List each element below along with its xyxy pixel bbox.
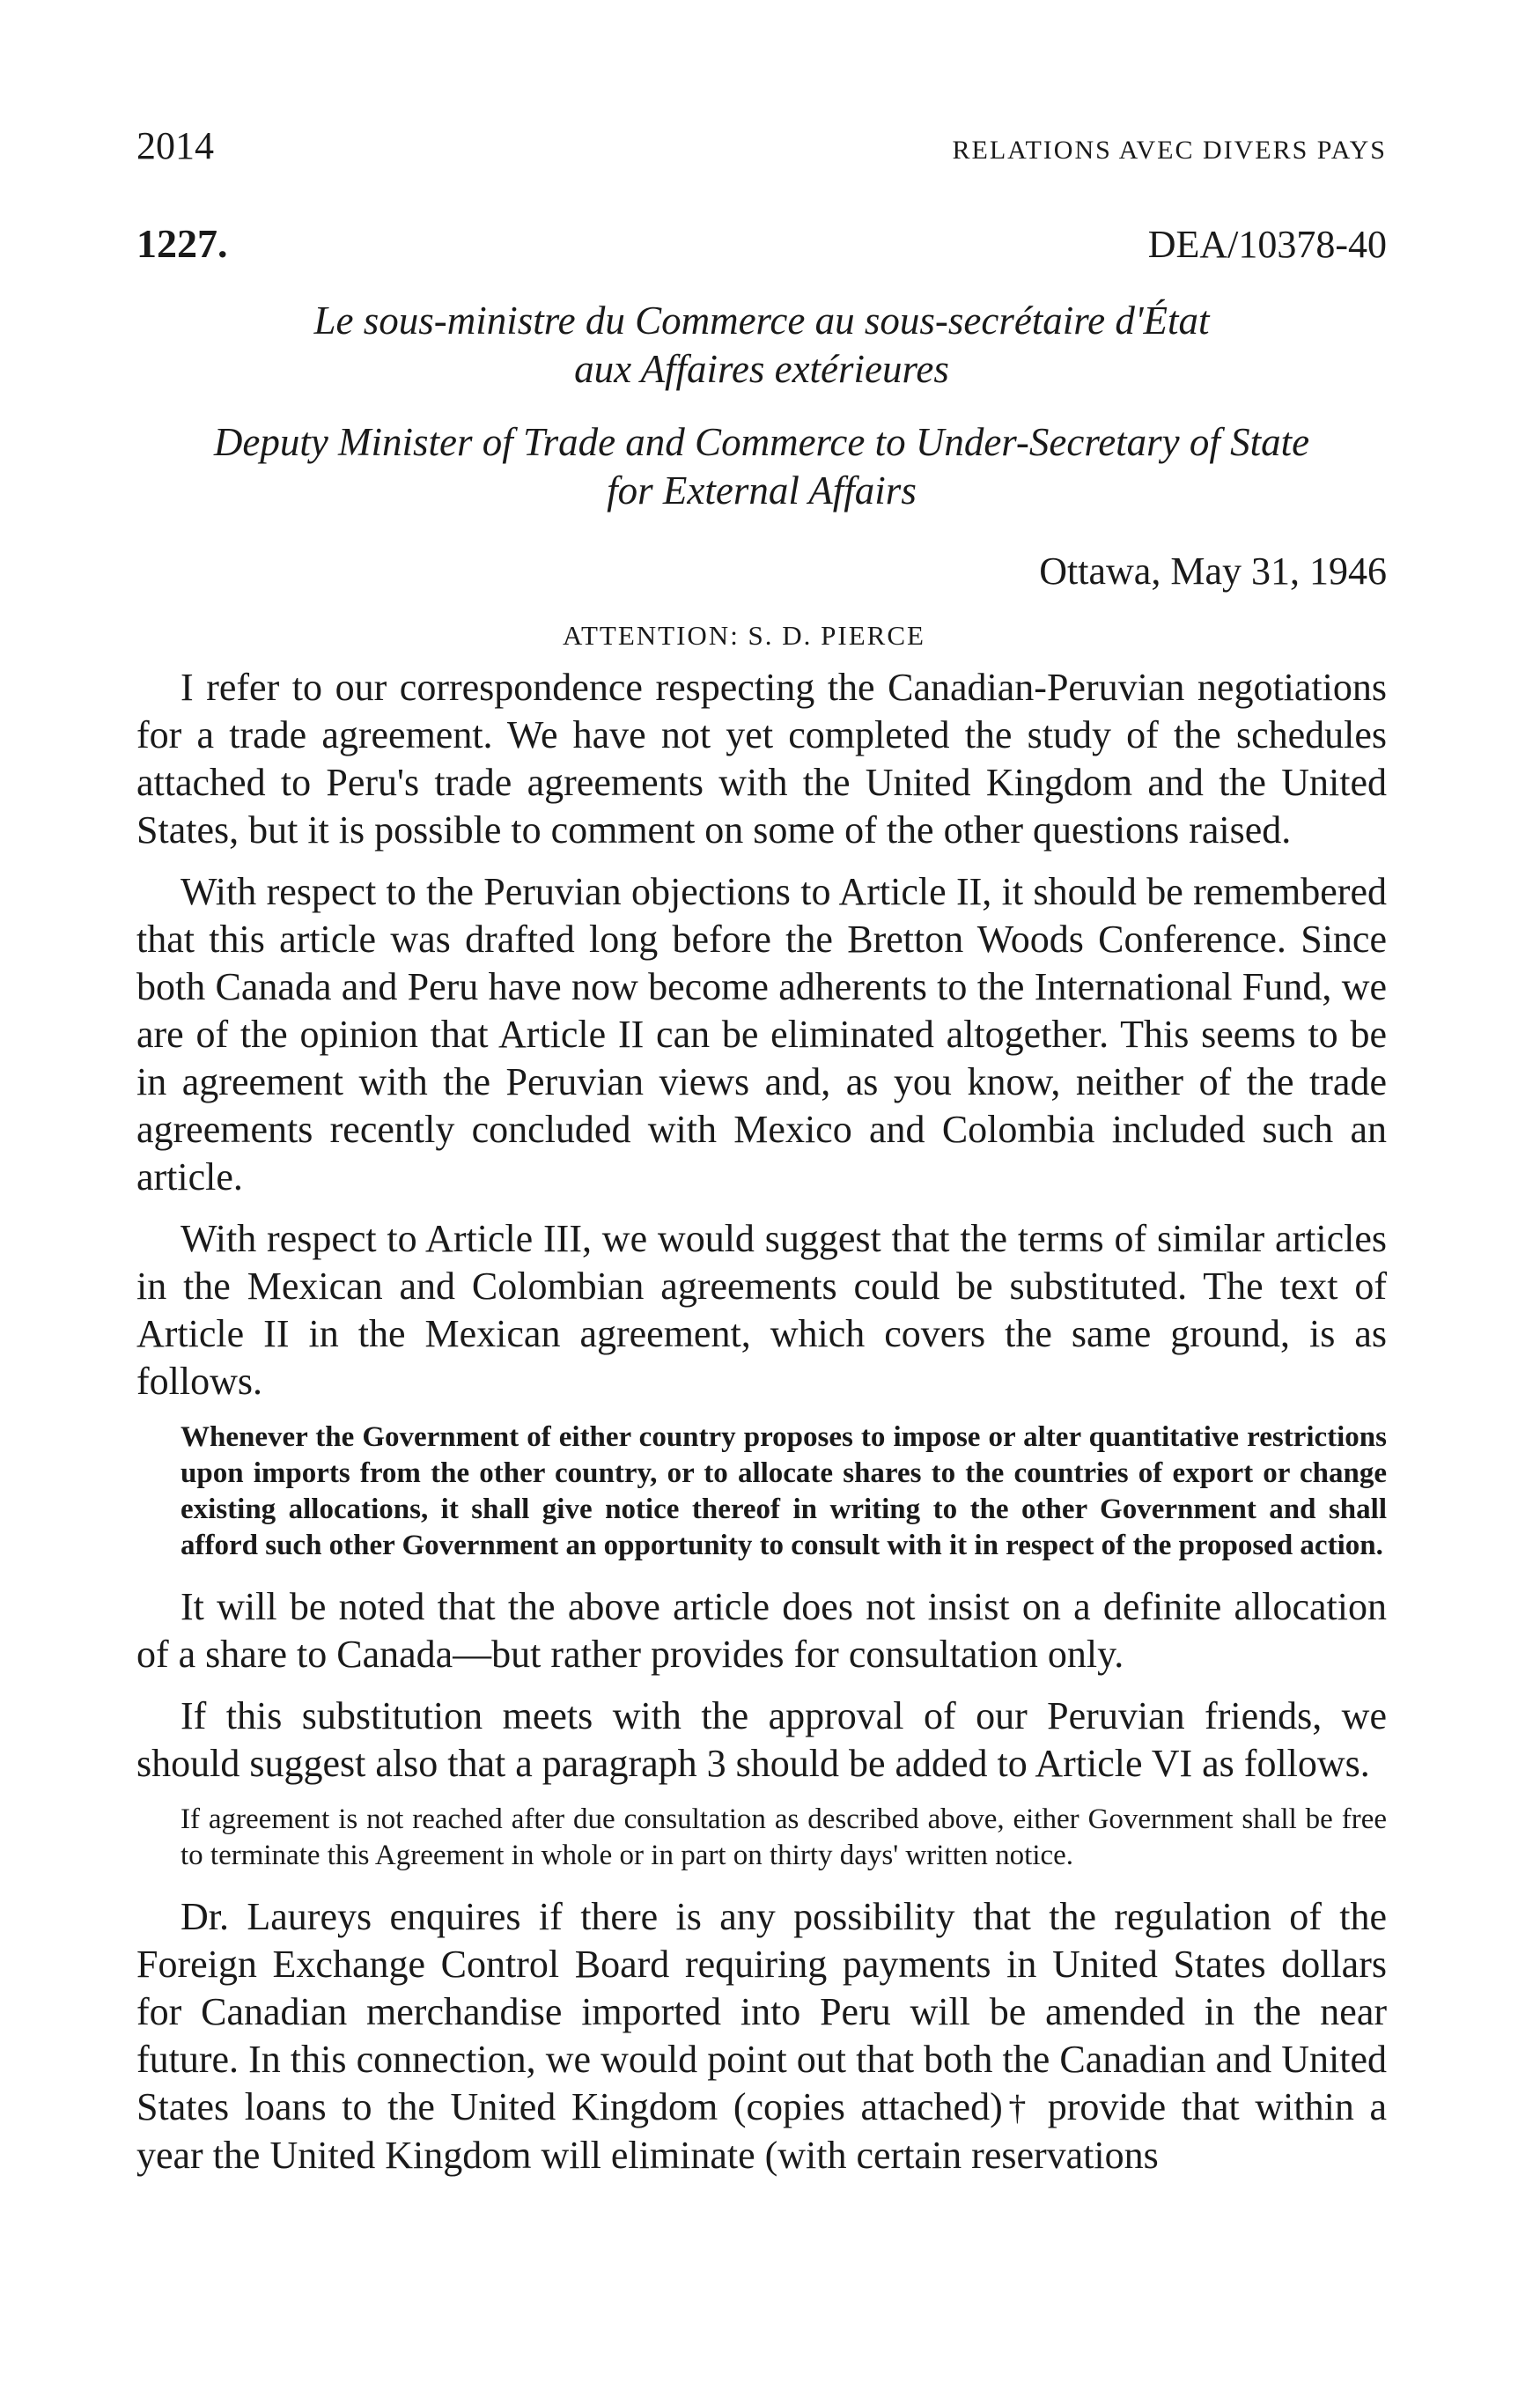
paragraph-6-text-end: provide that within a year the United Kingdom will eliminate (with certain reservations [136, 2085, 1387, 2177]
document-title-english [136, 418, 1387, 515]
document-reference: DEA/10378-40 [1147, 223, 1387, 266]
running-head [136, 123, 1387, 176]
paragraph-5: If this substitution meets with the approval of our Peruvian friends, we should suggest also that a paragraph 3 should be added to Article VI as follows. [136, 1694, 1387, 1785]
paragraph-3: With respect to Article III, we would suggest that the terms of similar articles in the Mexican and Colombian agreements could be substituted. The text of Article II in the Mexican agreement, which covers the same ground, is as follows. [136, 1217, 1387, 1403]
page-number: 2014 [136, 124, 214, 167]
paragraph-6 [136, 1893, 1387, 2179]
document-header [136, 220, 1387, 267]
paragraph-1: I refer to our correspondence respecting the Canadian-Peruvian negotiations for a trade agreement. We have not yet completed the study of the schedules attached to Peru's trade agreements with the United Kingdom and the United States, but it is possible to comment on some of the other questions raised. [136, 666, 1387, 852]
dateline: Ottawa, May 31, 1946 [1039, 549, 1387, 593]
letter-body [136, 664, 1387, 2179]
running-title: RELATIONS AVEC DIVERS PAYS [952, 136, 1387, 165]
document-number: 1227. [136, 221, 228, 266]
quoted-article-mexican-agreement: Whenever the Government of either country proposes to impose or alter quantitative restrictions upon imports from the other country, or to allocate shares to the countries of export or change existing allocations, it shall give notice thereof in writing to the other Government and shall afford such other Government an opportunity to consult with it in respect of the proposed action. [181, 1421, 1387, 1561]
dagger-footnote-mark: † [1002, 2088, 1033, 2128]
title-en-line-1: Deputy Minister of Trade and Commerce to Under-Secretary of State [213, 420, 1310, 464]
title-en-line-2: for External Affairs [607, 468, 917, 513]
quoted-paragraph-article-vi: If agreement is not reached after due consultation as described above, either Government shall be free to terminate this Agreement in whole or in part on thirty days' written notice. [181, 1803, 1387, 1871]
paragraph-2: With respect to the Peruvian objections to Article II, it should be remembered that this article was drafted long before the Bretton Woods Conference. Since both Canada and Peru have now become adherents to the International Fund, we are of the opinion that Article II can be eliminated altogether. This seems to be in agreement with the Peruvian views and, as you know, neither of the trade agreements recently concluded with Mexico and Colombia included such an article. [136, 870, 1387, 1198]
attention-line: ATTENTION: S. D. PIERCE [563, 620, 925, 651]
title-fr-line-1: Le sous-ministre du Commerce au sous-secrétaire d'État [313, 299, 1210, 343]
paragraph-6-text-start: Dr. Laureys enquires if there is any possibility that the regulation of the Foreign Exchange Control Board requiring payments in United States dollars for Canadian merchandise imported into Peru will be amended in the near future. In this connection, we would point out that both the Canadian and United States loans to the United Kingdom (copies attached) [136, 1895, 1387, 2128]
title-fr-line-2: aux Affaires extérieures [574, 347, 949, 391]
paragraph-4: It will be noted that the above article does not insist on a definite allocation of a share to Canada—but rather provides for consultation only. [136, 1585, 1387, 1676]
document-page [136, 123, 1387, 2194]
document-title-french [136, 297, 1387, 394]
